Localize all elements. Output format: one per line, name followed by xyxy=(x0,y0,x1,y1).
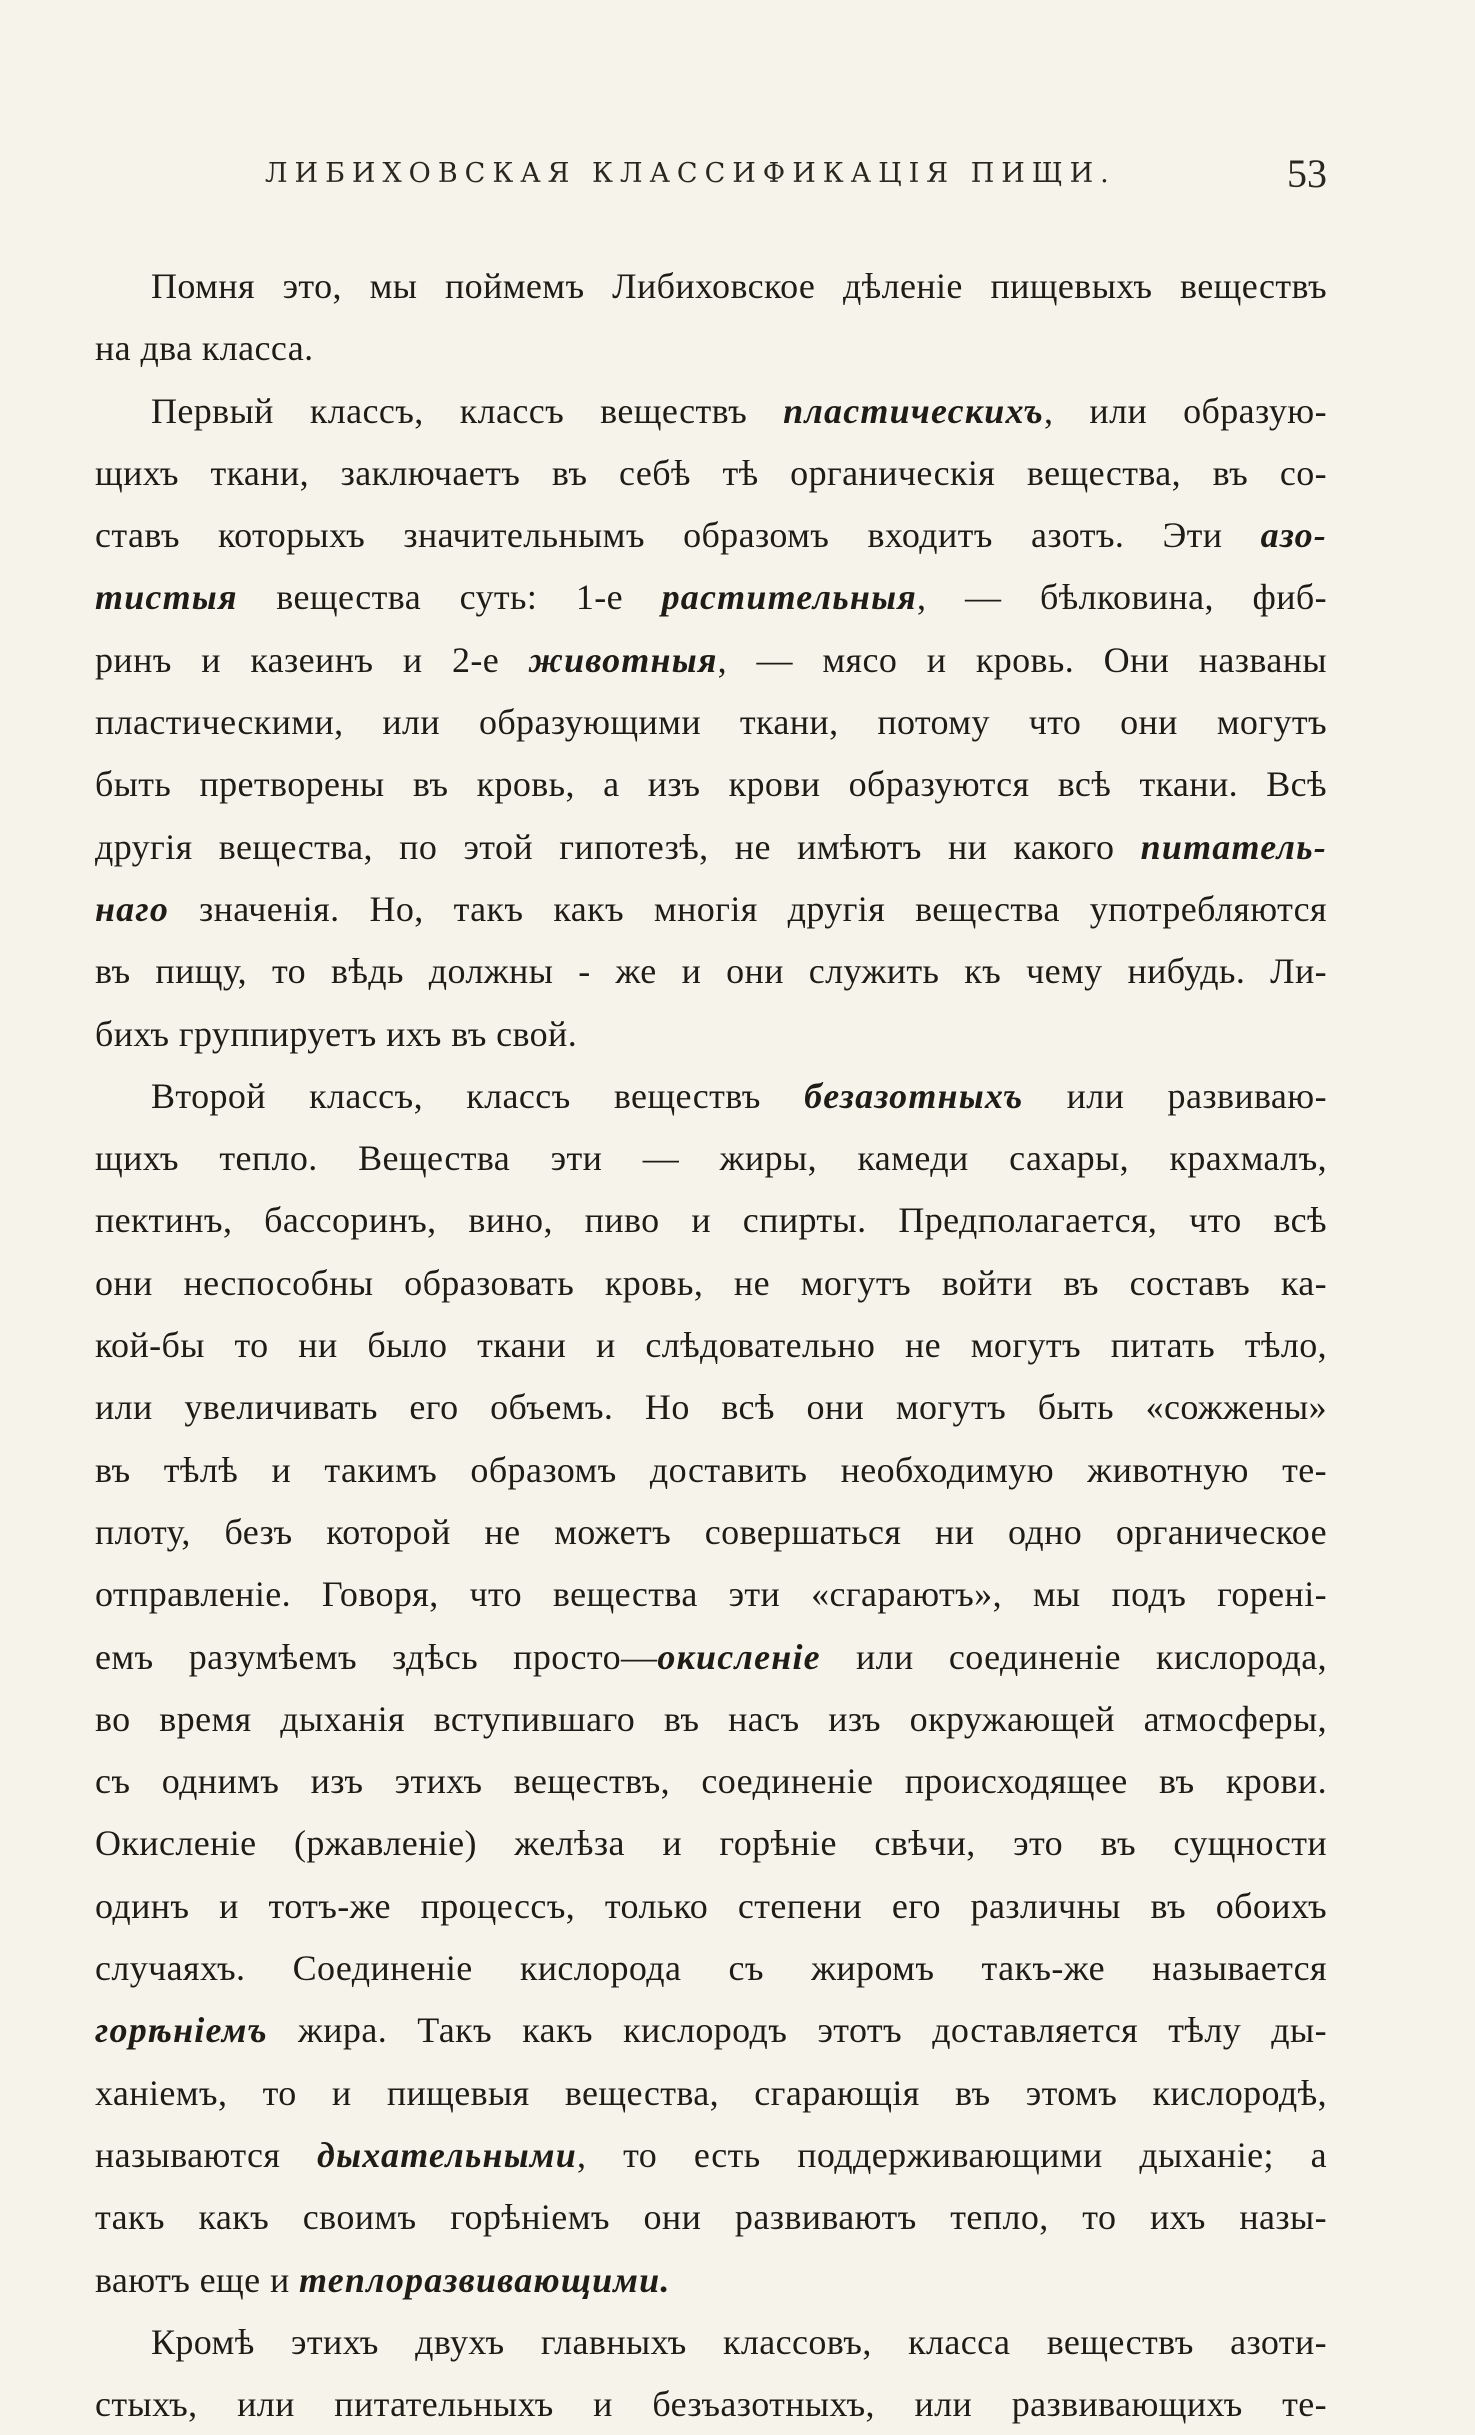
text-segment: они неспособны образовать кровь, не могутъ войти въ составъ ка- xyxy=(95,1262,1327,1303)
text-line xyxy=(95,442,1327,504)
text-line xyxy=(95,380,1327,442)
emphasis-text: азо- xyxy=(1260,515,1327,556)
running-head xyxy=(95,150,1327,200)
text-line xyxy=(95,1626,1327,1688)
text-segment: быть претворены въ кровь, а изъ крови образуются всѣ ткани. Всѣ xyxy=(95,764,1327,805)
text-line xyxy=(95,1003,1327,1065)
text-segment: ставъ которыхъ значительнымъ образомъ входитъ азотъ. Эти xyxy=(95,515,1261,556)
text-line xyxy=(95,1688,1327,1750)
text-line xyxy=(95,753,1327,815)
text-segment: отправленіе. Говоря, что вещества эти «сгараютъ», мы подъ горені- xyxy=(95,1574,1327,1615)
text-line xyxy=(95,2186,1327,2248)
text-segment: съ однимъ изъ этихъ веществъ, соединеніе происходящее въ крови. xyxy=(95,1761,1327,1802)
text-segment: или соединеніе кислорода, xyxy=(820,1636,1327,1677)
text-segment: Первый классъ, классъ веществъ xyxy=(151,390,784,431)
text-line xyxy=(95,2249,1327,2311)
text-segment: жира. Такъ какъ кислородъ этотъ доставляется тѣлу ды- xyxy=(267,2010,1327,2051)
emphasis-text: наго xyxy=(95,888,170,929)
text-segment: Помня это, мы поймемъ Либиховское дѣленіе пищевыхъ веществъ xyxy=(151,266,1327,306)
text-segment: емъ разумѣемъ здѣсь просто— xyxy=(95,1636,658,1677)
emphasis-text: тистыя xyxy=(95,577,238,618)
running-title: ЛИБИХОВСКАЯ КЛАССИФИКАЦІЯ ПИЩИ. xyxy=(265,158,1116,189)
text-line xyxy=(95,816,1327,878)
text-line xyxy=(95,1875,1327,1937)
text-segment: или развиваю- xyxy=(1023,1075,1327,1116)
text-segment: , — мясо и кровь. Они названы xyxy=(717,639,1327,680)
text-segment: Второй классъ, классъ веществъ xyxy=(151,1075,805,1116)
text-line xyxy=(95,255,1327,317)
text-segment: въ тѣлѣ и такимъ образомъ доставить необходимую животную те- xyxy=(95,1449,1327,1490)
emphasis-text: горѣніемъ xyxy=(95,2010,268,2051)
page-number: 53 xyxy=(1287,151,1327,196)
text-line xyxy=(95,878,1327,940)
text-segment: или увеличивать его объемъ. Но всѣ они могутъ быть «сожжены» xyxy=(95,1387,1327,1428)
text-line xyxy=(95,1937,1327,1999)
emphasis-text: безазотныхъ xyxy=(804,1075,1024,1116)
emphasis-text: пластическихъ xyxy=(783,390,1044,431)
emphasis-text: растительныя xyxy=(661,577,918,618)
text-segment: другія вещества, по этой гипотезѣ, не имѣютъ ни какого xyxy=(95,826,1141,867)
text-segment: пектинъ, бассоринъ, вино, пиво и спирты. Предполагается, что всѣ xyxy=(95,1200,1327,1241)
text-segment: одинъ и тотъ-же процессъ, только степени его различны въ обоихъ xyxy=(95,1885,1327,1926)
text-segment: кой-бы то ни было ткани и слѣдовательно не могутъ питать тѣло, xyxy=(95,1325,1327,1366)
emphasis-text: дыхательными xyxy=(317,2134,577,2175)
emphasis-text: теплоразвивающими. xyxy=(299,2259,671,2300)
text-line xyxy=(95,1127,1327,1189)
text-segment: ханіемъ, то и пищевыя вещества, сгарающія въ этомъ кислородѣ, xyxy=(95,2072,1327,2113)
text-line xyxy=(95,940,1327,1002)
text-line xyxy=(95,2062,1327,2124)
text-line xyxy=(95,317,1327,379)
emphasis-text: животныя xyxy=(528,639,718,680)
text-segment: въ пищу, то вѣдь должны - же и они служить къ чему нибудь. Ли- xyxy=(95,951,1327,992)
text-line xyxy=(95,629,1327,691)
text-line xyxy=(95,691,1327,753)
text-line xyxy=(95,1065,1327,1127)
text-line xyxy=(95,1376,1327,1438)
text-line xyxy=(95,504,1327,566)
text-line xyxy=(95,1812,1327,1874)
text-segment: , — бѣлковина, фиб- xyxy=(917,577,1328,618)
text-segment: , или образую- xyxy=(1043,390,1327,431)
text-line xyxy=(95,1314,1327,1376)
text-segment: пластическими, или образующими ткани, потому что они могутъ xyxy=(95,702,1327,743)
text-line xyxy=(95,2311,1327,2373)
text-segment: плоту, безъ которой не можетъ совершаться ни одно органическое xyxy=(95,1511,1327,1552)
text-segment: значенія. Но, такъ какъ многія другія вещества употребляются xyxy=(169,888,1327,929)
body-text xyxy=(95,255,1327,2435)
text-segment: щихъ ткани, заключаетъ въ себѣ тѣ органическія вещества, въ со- xyxy=(95,452,1327,493)
text-segment: бихъ группируетъ ихъ въ свой. xyxy=(95,1013,578,1054)
text-segment: случаяхъ. Соединеніе кислорода съ жиромъ такъ-же называется xyxy=(95,1948,1327,1989)
emphasis-text: питатель- xyxy=(1140,826,1327,867)
text-segment: на два класса. xyxy=(95,328,314,369)
text-line xyxy=(95,1189,1327,1251)
text-segment: называются xyxy=(95,2134,318,2175)
text-segment: стыхъ, или питательныхъ и безъазотныхъ, или развивающихъ те- xyxy=(95,2384,1327,2425)
text-line xyxy=(95,1252,1327,1314)
text-segment: во время дыханія вступившаго въ насъ изъ окружающей атмосферы, xyxy=(95,1698,1327,1739)
text-line xyxy=(95,1999,1327,2061)
text-segment: ваютъ еще и xyxy=(95,2259,300,2300)
text-segment: щихъ тепло. Вещества эти — жиры, камеди сахары, крахмалъ, xyxy=(95,1138,1327,1179)
text-line xyxy=(95,1439,1327,1501)
text-line xyxy=(95,566,1327,628)
text-line xyxy=(95,1501,1327,1563)
text-segment: ринъ и казеинъ и 2-е xyxy=(95,639,529,680)
text-segment: , то есть поддерживающими дыханіе; а xyxy=(576,2134,1327,2175)
text-line xyxy=(95,1750,1327,1812)
text-segment: Кромѣ этихъ двухъ главныхъ классовъ, класса веществъ азоти- xyxy=(151,2321,1327,2362)
text-segment: Окисленіе (ржавленіе) желѣза и горѣніе свѣчи, это въ сущности xyxy=(95,1823,1327,1864)
text-line xyxy=(95,2373,1327,2435)
text-line xyxy=(95,2124,1327,2186)
text-segment: вещества суть: 1-е xyxy=(237,577,662,618)
text-line xyxy=(95,1563,1327,1625)
emphasis-text: окисленіе xyxy=(657,1636,821,1677)
text-segment: такъ какъ своимъ горѣніемъ они развиваютъ тепло, то ихъ назы- xyxy=(95,2197,1327,2238)
